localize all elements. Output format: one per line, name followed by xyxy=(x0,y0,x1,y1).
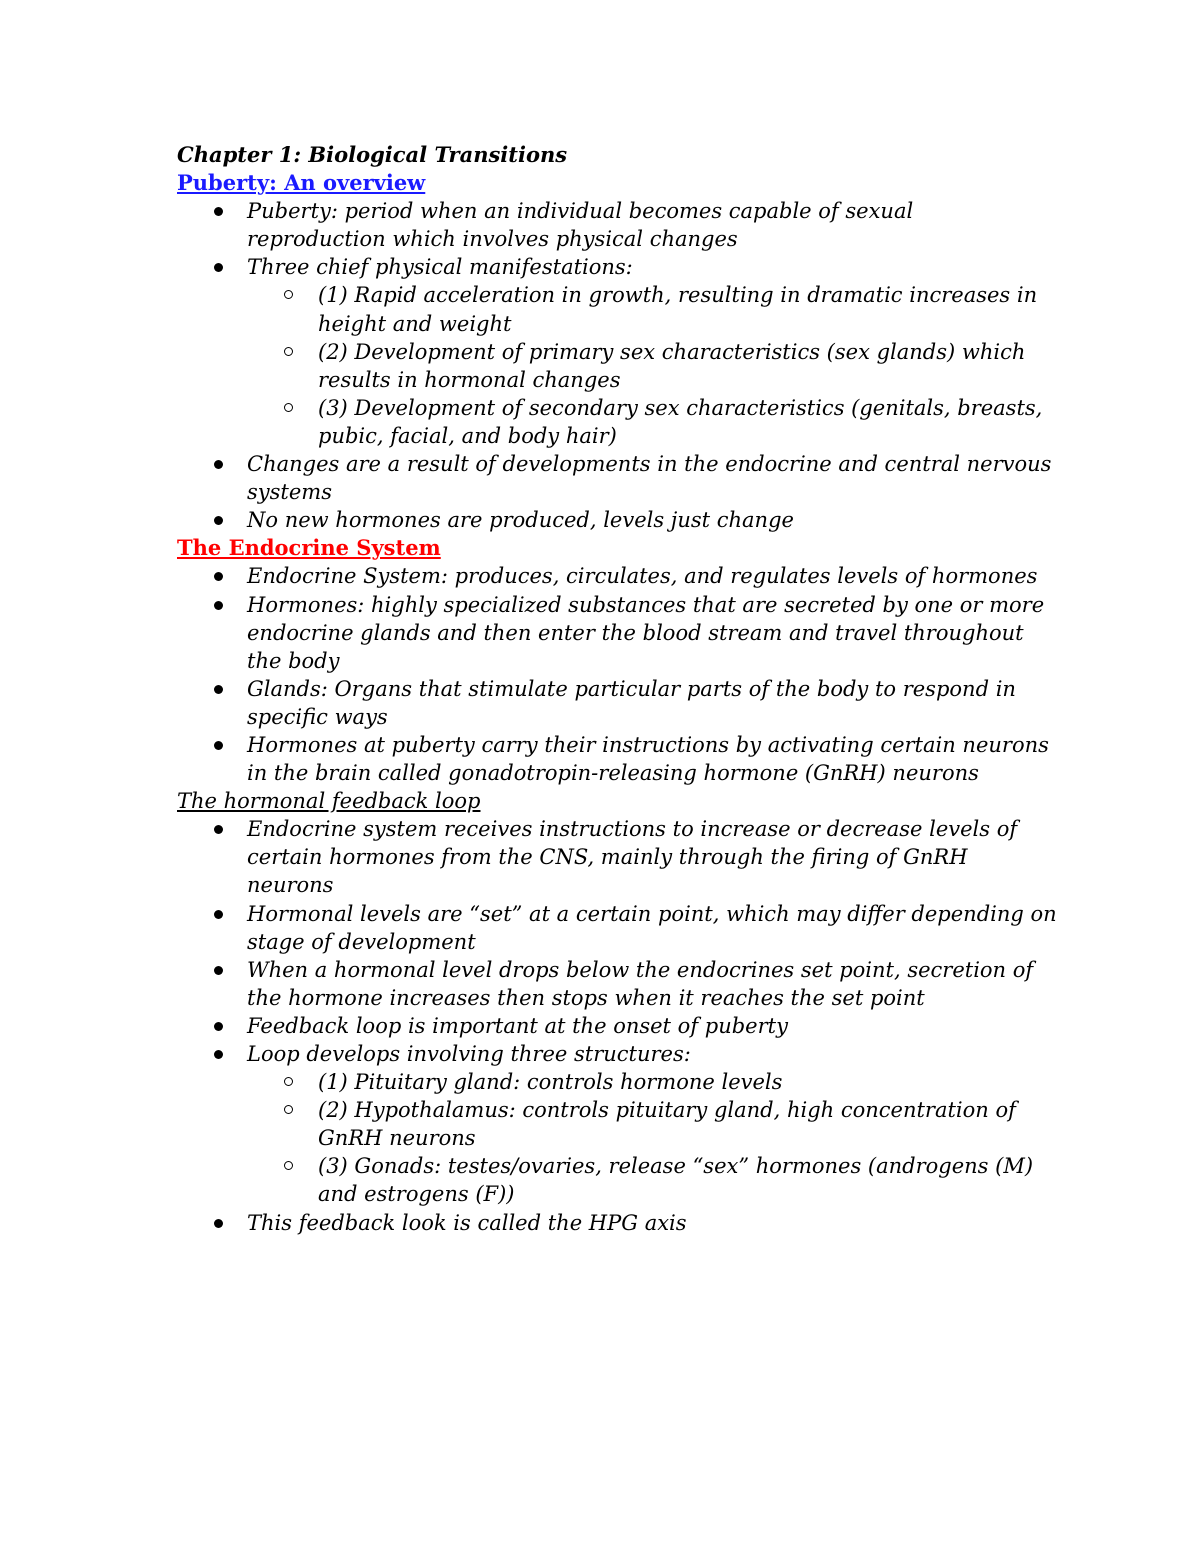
bullet-icon xyxy=(214,1219,223,1228)
list-item: Changes are a result of developments in the endocrine and central nervous systems xyxy=(177,450,1057,506)
list-item: No new hormones are produced, levels just change xyxy=(177,506,1057,534)
bullet-icon xyxy=(214,1050,223,1059)
chapter-title: Chapter 1: Biological Transitions xyxy=(177,142,568,167)
circle-bullet-icon xyxy=(284,1077,293,1086)
sub-list-item: (2) Hypothalamus: controls pituitary gland, high concentration of GnRH neurons xyxy=(177,1096,1057,1152)
list-item: Hormones at puberty carry their instructions by activating certain neurons in the brain called gonadotropin-releasing hormone (GnRH) neurons xyxy=(177,731,1057,787)
bullet-icon xyxy=(214,741,223,750)
heading-puberty-overview: Puberty: An overview xyxy=(177,170,426,196)
list-item: Feedback loop is important at the onset of puberty xyxy=(177,1012,1057,1040)
list-item: This feedback look is called the HPG axis xyxy=(177,1209,1057,1237)
document-page xyxy=(177,141,1057,1237)
list-item: Glands: Organs that stimulate particular parts of the body to respond in specific ways xyxy=(177,675,1057,731)
sub-list-item: (1) Rapid acceleration in growth, resulting in dramatic increases in height and weight xyxy=(177,281,1057,337)
feedback-list-cont xyxy=(177,1209,1057,1237)
structures-sublist xyxy=(177,1068,1057,1208)
bullet-icon xyxy=(214,207,223,216)
puberty-list-cont xyxy=(177,450,1057,534)
bullet-icon xyxy=(214,966,223,975)
sub-list-item: (3) Gonads: testes/ovaries, release “sex” hormones (androgens (M) and estrogens (F)) xyxy=(177,1152,1057,1208)
bullet-icon xyxy=(214,1022,223,1031)
bullet-icon xyxy=(214,572,223,581)
heading-feedback-loop: The hormonal feedback loop xyxy=(177,789,481,814)
list-item: Endocrine System: produces, circulates, and regulates levels of hormones xyxy=(177,562,1057,590)
list-item: Hormonal levels are “set” at a certain point, which may differ depending on stage of development xyxy=(177,900,1057,956)
bullet-icon xyxy=(214,263,223,272)
list-item: Three chief physical manifestations: xyxy=(177,253,1057,281)
circle-bullet-icon xyxy=(284,1105,293,1114)
bullet-icon xyxy=(214,825,223,834)
bullet-icon xyxy=(214,601,223,610)
list-item: Puberty: period when an individual becomes capable of sexual reproduction which involves physical changes xyxy=(177,197,1057,253)
puberty-list xyxy=(177,197,1057,281)
bullet-icon xyxy=(214,910,223,919)
list-item: Hormones: highly specialized substances that are secreted by one or more endocrine glands and then enter the blood stream and travel throughout the body xyxy=(177,591,1057,675)
sub-list-item: (1) Pituitary gland: controls hormone levels xyxy=(177,1068,1057,1096)
bullet-icon xyxy=(214,460,223,469)
endocrine-list xyxy=(177,562,1057,787)
list-item: When a hormonal level drops below the endocrines set point, secretion of the hormone increases then stops when it reaches the set point xyxy=(177,956,1057,1012)
circle-bullet-icon xyxy=(284,403,293,412)
bullet-icon xyxy=(214,516,223,525)
feedback-list xyxy=(177,815,1057,1068)
circle-bullet-icon xyxy=(284,1161,293,1170)
list-item: Loop develops involving three structures: xyxy=(177,1040,1057,1068)
circle-bullet-icon xyxy=(284,347,293,356)
sub-list-item: (3) Development of secondary sex characteristics (genitals, breasts, pubic, facial, and body hair) xyxy=(177,394,1057,450)
heading-endocrine-system: The Endocrine System xyxy=(177,535,441,561)
sub-list-item: (2) Development of primary sex characteristics (sex glands) which results in hormonal changes xyxy=(177,338,1057,394)
manifestations-sublist xyxy=(177,281,1057,450)
list-item: Endocrine system receives instructions to increase or decrease levels of certain hormones from the CNS, mainly through the firing of GnRH neurons xyxy=(177,815,1057,899)
circle-bullet-icon xyxy=(284,290,293,299)
bullet-icon xyxy=(214,685,223,694)
